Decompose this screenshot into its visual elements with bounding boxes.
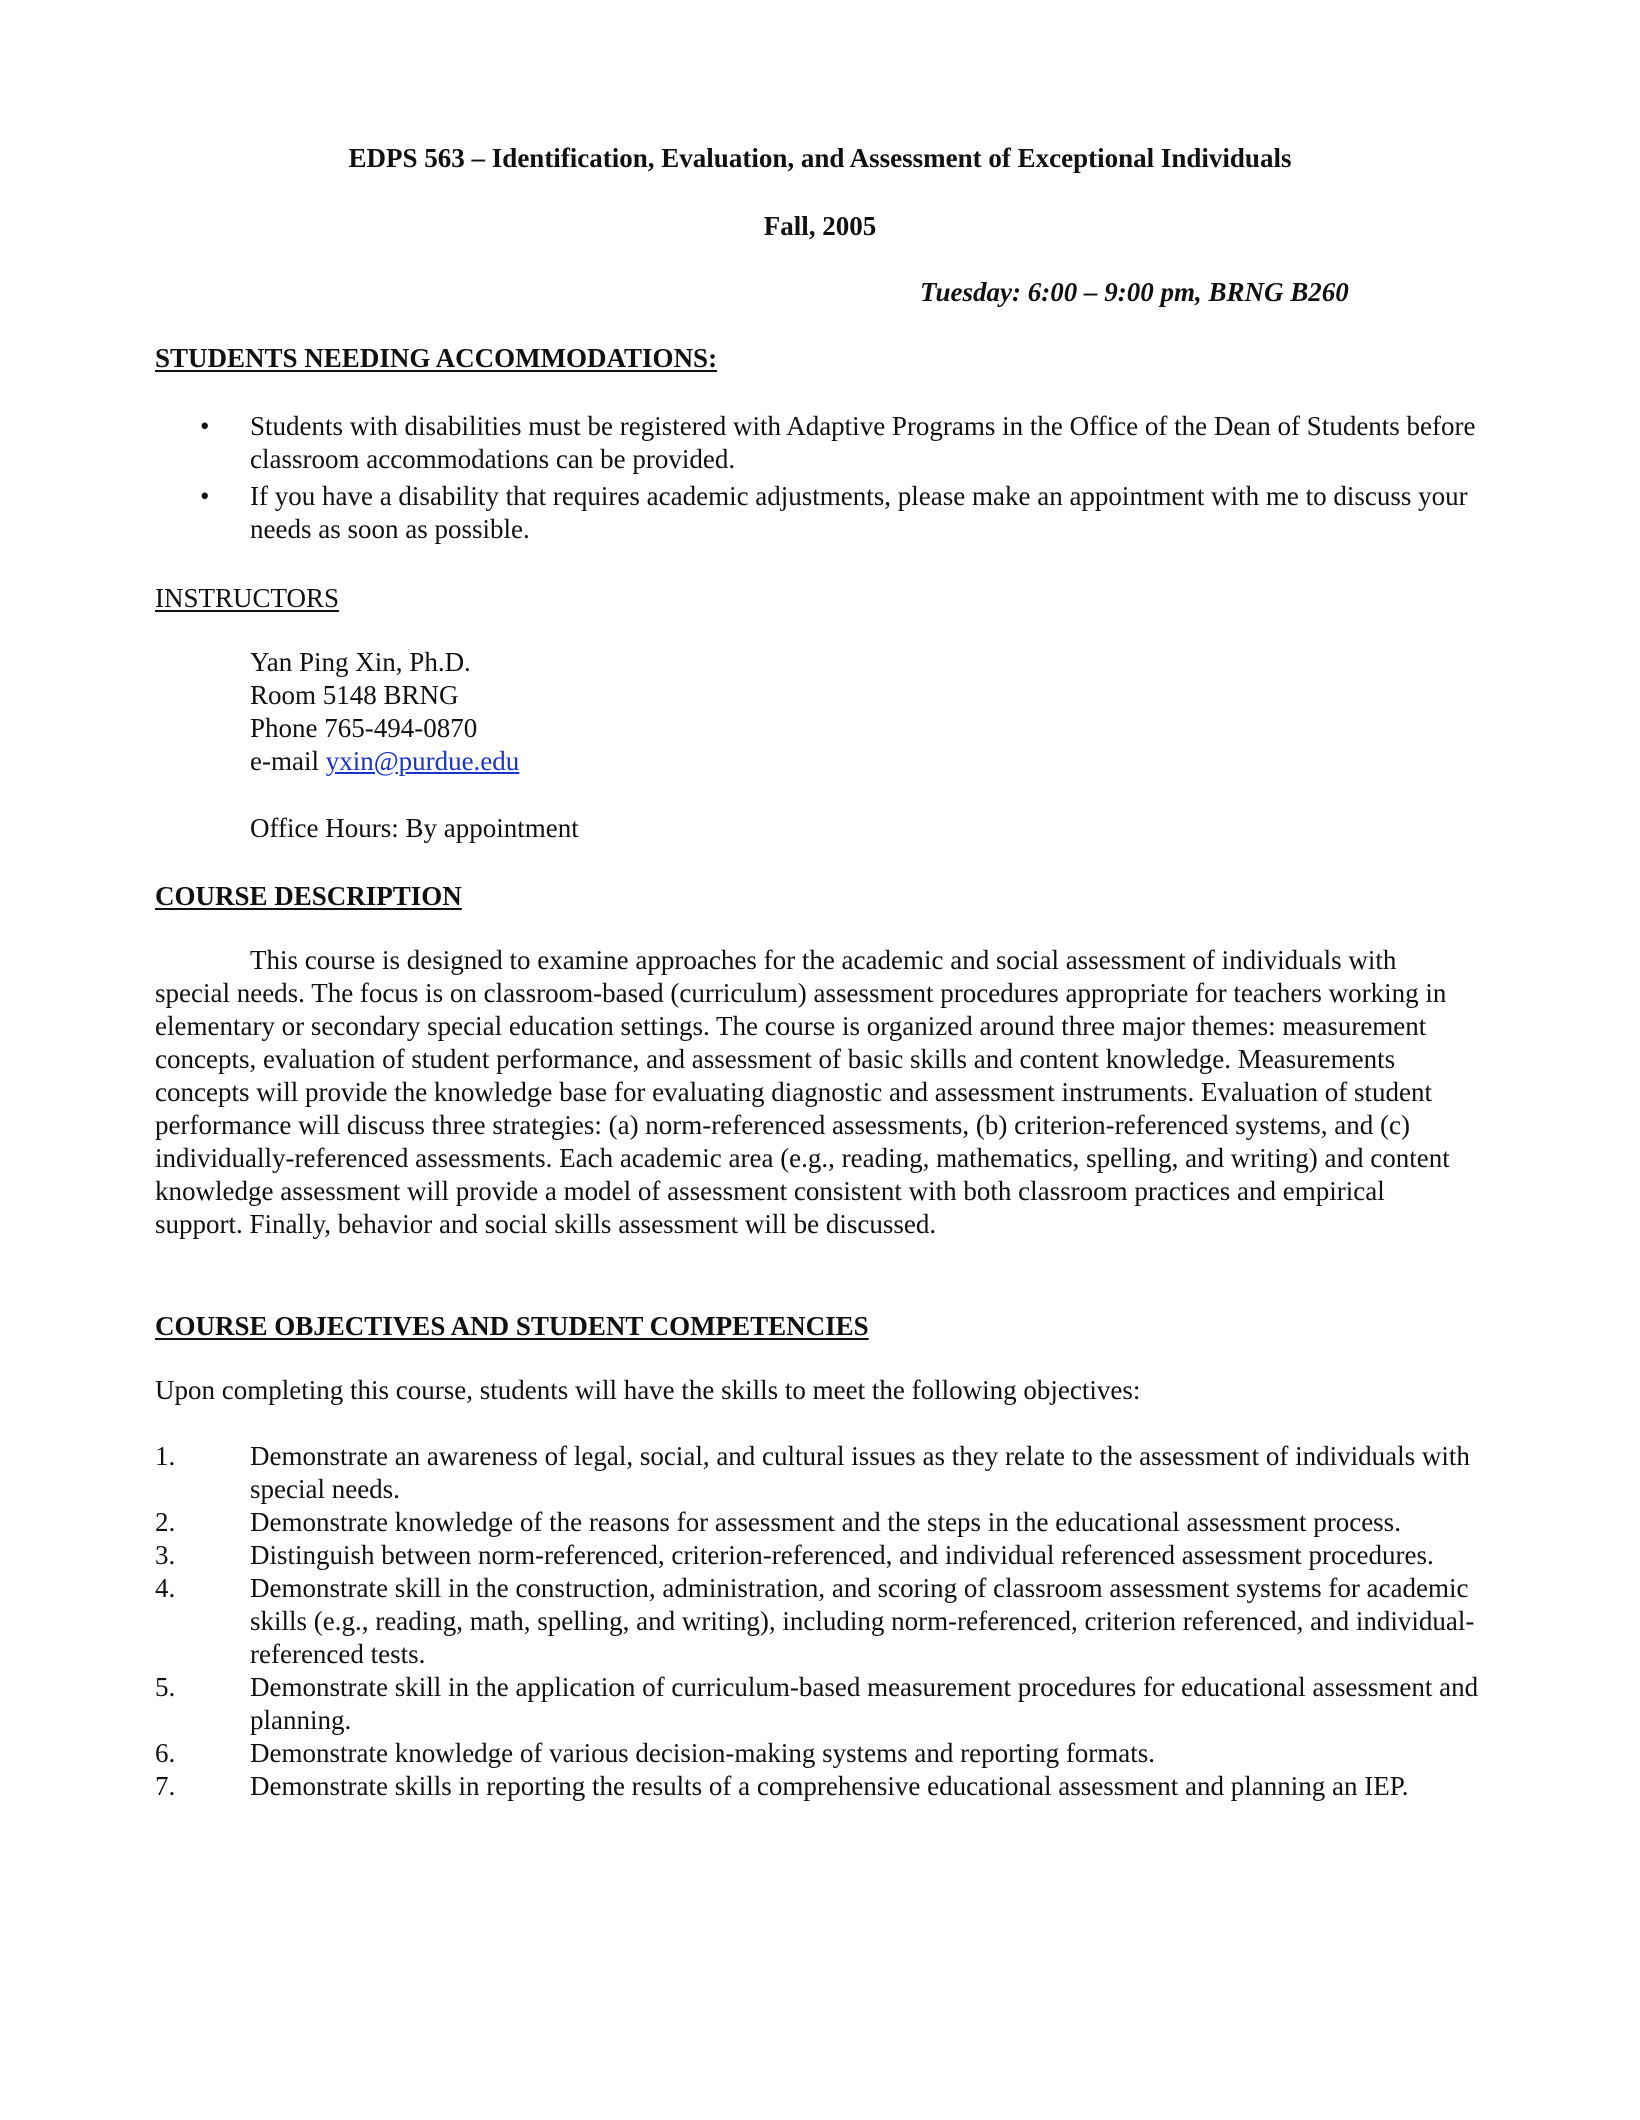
- objectives-intro: Upon completing this course, students will have the skills to meet the following objectives:: [155, 1375, 1141, 1405]
- course-schedule: Tuesday: 6:00 – 9:00 pm, BRNG B260: [920, 277, 1349, 307]
- objectives-heading: COURSE OBJECTIVES AND STUDENT COMPETENCIES: [155, 1311, 869, 1341]
- list-item-text: Demonstrate an awareness of legal, social, and cultural issues as they relate to the assessment of individuals with special needs.: [250, 1441, 1470, 1504]
- course-term: Fall, 2005: [763, 211, 877, 241]
- bullet-icon: •: [200, 411, 210, 441]
- list-item: [155, 1539, 1485, 1572]
- list-item: [155, 1737, 1485, 1770]
- list-item-text: Demonstrate knowledge of the reasons for assessment and the steps in the educational assessment process.: [250, 1507, 1401, 1537]
- instructor-email-line: [250, 745, 519, 778]
- list-item: [155, 1506, 1485, 1539]
- item-number: 6.: [155, 1738, 176, 1768]
- instructor-phone: Phone 765-494-0870: [250, 713, 478, 743]
- instructor-name: Yan Ping Xin, Ph.D.: [250, 647, 471, 677]
- list-item-text: Distinguish between norm-referenced, criterion-referenced, and individual referenced assessment procedures.: [250, 1540, 1434, 1570]
- list-item: [155, 1572, 1485, 1671]
- list-item: [155, 1770, 1485, 1803]
- item-number: 1.: [155, 1441, 176, 1471]
- item-number: 3.: [155, 1540, 176, 1570]
- accommodations-list: [155, 410, 1485, 550]
- objectives-list: [155, 1440, 1485, 1803]
- course-title: EDPS 563 – Identification, Evaluation, and Assessment of Exceptional Individuals: [348, 143, 1292, 173]
- item-number: 2.: [155, 1507, 176, 1537]
- instructor-contact: [250, 646, 519, 778]
- item-number: 4.: [155, 1573, 176, 1603]
- instructors-heading: INSTRUCTORS: [155, 583, 340, 613]
- list-item-text: Students with disabilities must be registered with Adaptive Programs in the Office of the Dean of Students before classroom accommodations can be provided.: [250, 411, 1476, 474]
- list-item-text: If you have a disability that requires academic adjustments, please make an appointment with me to discuss your needs as soon as possible.: [250, 481, 1468, 544]
- list-item-text: Demonstrate skill in the application of curriculum-based measurement procedures for educational assessment and planning.: [250, 1672, 1479, 1735]
- list-item: [155, 1440, 1485, 1506]
- bullet-icon: •: [200, 481, 210, 511]
- item-number: 7.: [155, 1771, 176, 1801]
- office-hours: Office Hours: By appointment: [250, 813, 579, 843]
- accommodations-heading: STUDENTS NEEDING ACCOMMODATIONS:: [155, 343, 718, 373]
- list-item: [155, 1671, 1485, 1737]
- description-paragraph: This course is designed to examine approaches for the academic and social assessment of individuals with special needs. The focus is on classroom-based (curriculum) assessment procedures appropriate for teachers working in elementary or secondary special education settings. The course is organized around three major themes: measurement concepts, evaluation of student performance, and assessment of basic skills and content knowledge. Measurements concepts will provide the knowledge base for evaluating diagnostic and assessment instruments. Evaluation of student performance will discuss three strategies: (a) norm-referenced assessments, (b) criterion-referenced systems, and (c) individually-referenced assessments. Each academic area (e.g., reading, mathematics, spelling, and writing) and content knowledge assessment will provide a model of assessment consistent with both classroom practices and empirical support. Finally, behavior and social skills assessment will be discussed.: [155, 945, 1450, 1239]
- list-item-text: Demonstrate skills in reporting the results of a comprehensive educational assessment and planning an IEP.: [250, 1771, 1409, 1801]
- list-item: [155, 410, 1485, 476]
- instructor-room: Room 5148 BRNG: [250, 680, 459, 710]
- description-heading: COURSE DESCRIPTION: [155, 881, 462, 911]
- list-item-text: Demonstrate skill in the construction, administration, and scoring of classroom assessment systems for academic skills (e.g., reading, math, spelling, and writing), including norm-referenced, criterion referenced, and individual-referenced tests.: [250, 1573, 1475, 1669]
- list-item: [155, 480, 1485, 546]
- list-item-text: Demonstrate knowledge of various decision-making systems and reporting formats.: [250, 1738, 1156, 1768]
- email-link[interactable]: yxin@purdue.edu: [325, 746, 520, 776]
- item-number: 5.: [155, 1672, 176, 1702]
- email-label: e-mail: [250, 746, 326, 776]
